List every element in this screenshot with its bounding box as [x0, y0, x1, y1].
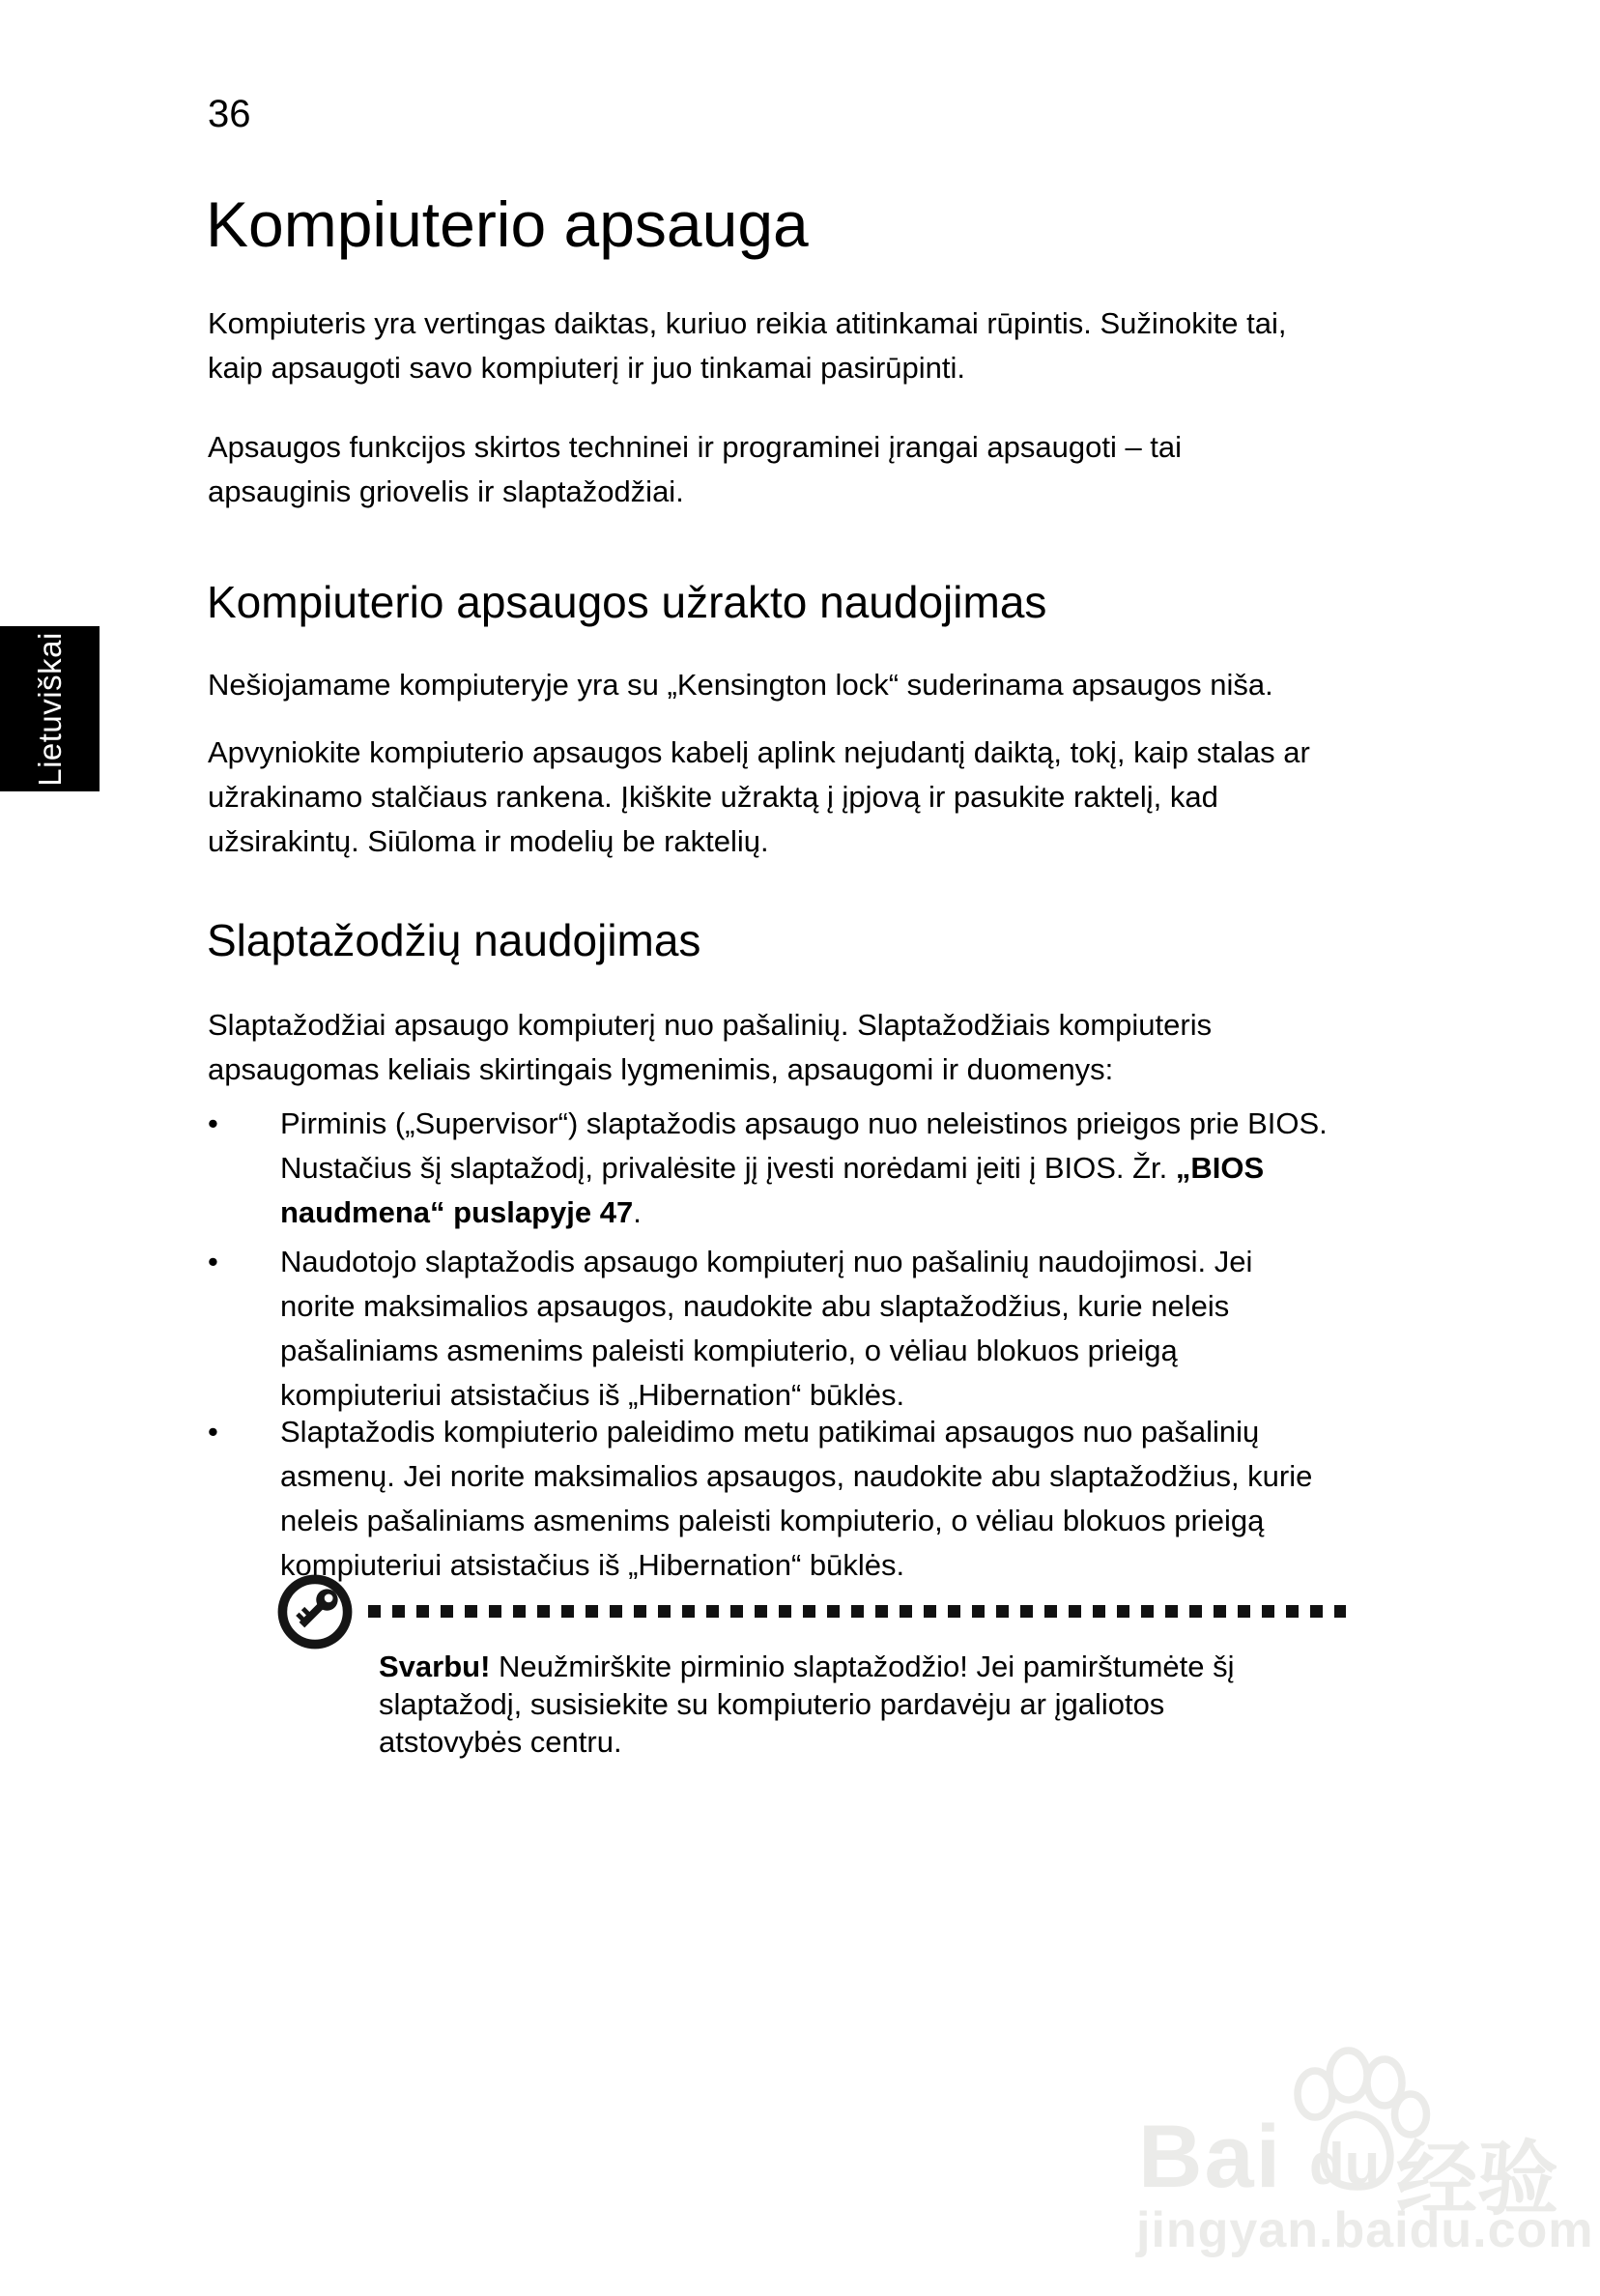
- text-line: Kompiuteris yra vertingas daiktas, kuriuo reikia atitinkamai rūpintis. Sužinokite tai,: [208, 306, 1287, 340]
- intro-paragraph-2: [208, 425, 1182, 514]
- text-line: Naudotojo slaptažodis apsaugo kompiuterį nuo pašalinių naudojimosi. Jei: [280, 1245, 1253, 1278]
- text-segment: Neužmirškite pirminio slaptažodžio! Jei pamirštumėte šį: [490, 1650, 1235, 1683]
- text-line: pašaliniams asmenims paleisti kompiuterio, o vėliau blokuos prieigą: [280, 1334, 1178, 1367]
- bullet-item-boot-password: [280, 1410, 1312, 1588]
- key-icon: [276, 1573, 354, 1650]
- language-sidebar-tab: [0, 626, 100, 791]
- section-heading-passwords: Slaptažodžių naudojimas: [207, 915, 701, 965]
- text-line: apsaugomas keliais skirtingais lygmenimis, apsaugomi ir duomenys:: [208, 1052, 1114, 1086]
- text-line: Pirminis („Supervisor“) slaptažodis apsaugo nuo neleistinos prieigos prie BIOS.: [280, 1106, 1328, 1140]
- watermark: [1130, 2039, 1594, 2271]
- bullet-item-supervisor-password: [280, 1102, 1328, 1235]
- key-icon-graphic: [276, 1573, 354, 1650]
- intro-paragraph-1: [208, 301, 1286, 390]
- important-note: [379, 1648, 1235, 1761]
- text-line: užsirakintų. Siūloma ir modelių be raktelių.: [208, 824, 769, 858]
- page-number: 36: [208, 93, 251, 135]
- text-line: slaptažodį, susisiekite su kompiuterio pardavėju ar įgaliotos: [379, 1687, 1165, 1721]
- section-heading-lock: Kompiuterio apsaugos užrakto naudojimas: [207, 577, 1047, 627]
- dotted-divider: [368, 1605, 1346, 1618]
- section1-paragraph-2: [208, 731, 1310, 864]
- text-line: neleis pašaliniams asmenims paleisti kompiuterio, o vėliau blokuos prieigą: [280, 1504, 1265, 1537]
- text-line: Slaptažodžiai apsaugo kompiuterį nuo pašalinių. Slaptažodžiais kompiuteris: [208, 1008, 1213, 1042]
- text-segment-bold: „BIOS: [1175, 1151, 1265, 1185]
- text-line: kompiuteriui atsistačius iš „Hibernation“ būklės.: [280, 1548, 905, 1582]
- bullet-marker: •: [208, 1106, 218, 1140]
- text-line: apsauginis griovelis ir slaptažodžiai.: [208, 474, 684, 508]
- watermark-jingyan-text: 经验: [1396, 2134, 1559, 2224]
- bullet-item-user-password: [280, 1240, 1252, 1418]
- watermark-url-text: jingyan.baidu.com: [1136, 2202, 1594, 2258]
- text-segment: Nustačius šį slaptažodį, privalėsite jį įvesti norėdami įeiti į BIOS. Žr.: [280, 1151, 1176, 1185]
- text-line: kompiuteriui atsistačius iš „Hibernation“ būklės.: [280, 1378, 905, 1412]
- watermark-baidu-text: Bai: [1138, 2108, 1283, 2206]
- section2-intro-paragraph: [208, 1003, 1212, 1092]
- text-line: Nešiojamame kompiuteryje yra su „Kensington lock“ suderinama apsaugos niša.: [208, 668, 1273, 702]
- text-line: [280, 1146, 1328, 1191]
- page-title: Kompiuterio apsauga: [206, 188, 809, 260]
- text-line: Apvyniokite kompiuterio apsaugos kabelį aplink nejudantį daiktą, tokį, kaip stalas ar: [208, 735, 1310, 769]
- text-line: norite maksimalios apsaugos, naudokite abu slaptažodžius, kurie neleis: [280, 1289, 1230, 1323]
- text-segment-bold: naudmena“ puslapyje 47: [280, 1195, 634, 1229]
- bullet-marker: •: [208, 1415, 218, 1449]
- language-tab-label: Lietuviškai: [31, 631, 68, 787]
- text-line: užrakinamo stalčiaus rankena. Įkiškite užraktą į įpjovą ir pasukite raktelį, kad: [208, 780, 1218, 814]
- text-line: Apsaugos funkcijos skirtos techninei ir programinei įrangai apsaugoti – tai: [208, 430, 1183, 464]
- text-line: kaip apsaugoti savo kompiuterį ir juo tinkamai pasirūpinti.: [208, 351, 966, 385]
- text-segment: .: [633, 1195, 642, 1229]
- text-line: Slaptažodis kompiuterio paleidimo metu patikimai apsaugos nuo pašalinių: [280, 1415, 1260, 1449]
- text-line: atstovybės centru.: [379, 1725, 622, 1759]
- section1-paragraph-1: [208, 663, 1273, 707]
- text-line: [280, 1191, 1328, 1235]
- text-line: [379, 1648, 1235, 1685]
- watermark-du-text: du: [1309, 2132, 1381, 2196]
- note-label-bold: Svarbu!: [379, 1650, 491, 1683]
- text-line: asmenų. Jei norite maksimalios apsaugos, naudokite abu slaptažodžius, kurie: [280, 1459, 1313, 1493]
- bullet-marker: •: [208, 1245, 218, 1278]
